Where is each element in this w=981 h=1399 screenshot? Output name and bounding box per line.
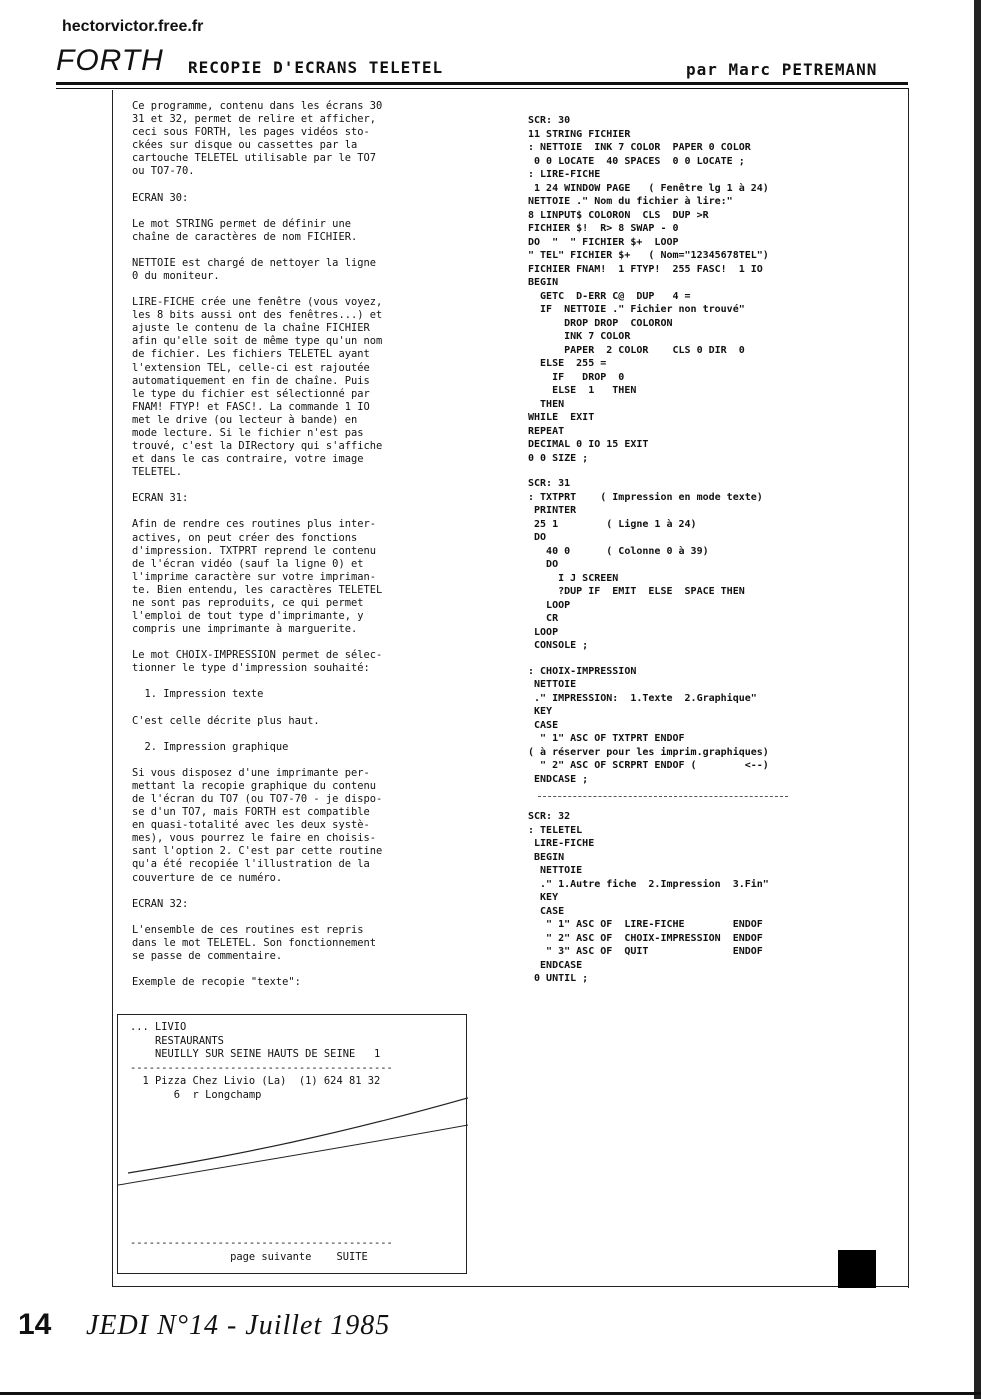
paragraph-lire-fiche: LIRE-FICHE crée une fenêtre (vous voyez, les 8 bits aussi ont des fenêtres...) et ajuste le contenu de la chaîne FICHIER afin qu'elle soit de même type qu'un nom de fichier. Les fichiers TELETEL ayant l'extension TEL, celle-ci est rajoutée automatiquement en fin de chaîne. Puis le type du fichier est sélectionné par FNAM! FTYP! et FASC!. La commande 1 IO met le drive (ou lecteur à bande) en mode lecture. Si le fichier n'est pas trouvé, c'est la DIRectory qui s'affiche et dans le cas contraire, votre image TELETEL.	[132, 296, 383, 479]
teletel-screen-example	[117, 1014, 467, 1274]
paragraph-choix: Le mot CHOIX-IMPRESSION permet de sélec- tionner le type d'impression souhaité:	[132, 649, 383, 675]
paragraph-txtprt: Afin de rendre ces routines plus inter- actives, on peut créer des fonctions d'impression. TXTPRT reprend le contenu de l'écran vidéo (sauf la ligne 0) et l'imprime caractère sur votre impriman- te. Bien entendu, les caractères TELETEL ne sont pas reproduits, ce qui permet l'emploi de tout type d'imprimante, y compris une imprimante à marguerite.	[132, 518, 383, 636]
heading-ecran-30: ECRAN 30:	[132, 191, 189, 204]
frame-left-border	[112, 90, 113, 1286]
article-title: RECOPIE D'ECRANS TELETEL	[188, 58, 444, 77]
bottom-rule	[0, 1392, 981, 1395]
code-separator	[538, 796, 788, 797]
journal-issue: JEDI N°14 - Juillet 1985	[86, 1310, 391, 1341]
screen-example-content: ... LIVIO RESTAURANTS NEUILLY SUR SEINE HAUTS DE SEINE 1 ------------------------------------------ 1 Pizza Chez Livio (La) (1) 624 81 32 6 r Longchamp	[130, 1021, 393, 1101]
heading-ecran-32: ECRAN 32:	[132, 897, 189, 910]
paragraph-graphique: Si vous disposez d'une imprimante per- mettant la recopie graphique du contenu de l'écran du TO7 (ou TO7-70 - je dispo- se d'un TO7, mais FORTH est compatible en quasi-totalité avec les deux systè- mes), vous pourrez le faire en choisis- sant l'option 2. C'est par cette routine qu'a été recopiée l'illustration de la couverture de ce numéro.	[132, 766, 383, 884]
site-watermark: hectorvictor.free.fr	[62, 18, 204, 35]
heading-ecran-31: ECRAN 31:	[132, 492, 189, 505]
paragraph-exemple: Exemple de recopie "texte":	[132, 975, 301, 988]
paragraph-texte-desc: C'est celle décrite plus haut.	[132, 714, 320, 727]
end-mark	[838, 1250, 876, 1288]
header-rule	[56, 82, 908, 85]
frame-right-border	[908, 88, 909, 1288]
page-number: 14	[18, 1308, 52, 1341]
paragraph-teletel: L'ensemble de ces routines est repris dans le mot TELETEL. Son fonctionnement se passe de commentaire.	[132, 923, 376, 962]
option-graphique: 2. Impression graphique	[132, 740, 289, 753]
article-author: par Marc PETREMANN	[686, 60, 878, 79]
screen-example-footer: ------------------------------------------ page suivante SUITE	[130, 1237, 393, 1263]
code-screen-32: SCR: 32 : TELETEL LIRE-FICHE BEGIN NETTOIE ." 1.Autre fiche 2.Impression 3.Fin" KEY CASE " 1" ASC OF LIRE-FICHE ENDOF " 2" ASC OF CHOIX-IMPRESSION ENDOF " 3" ASC OF QUIT ENDOF ENDCASE 0 UNTIL ;	[528, 811, 769, 984]
header-rule-thin	[56, 88, 908, 89]
code-listing-column	[528, 114, 828, 998]
option-texte: 1. Impression texte	[132, 688, 264, 701]
paragraph-string: Le mot STRING permet de définir une chaîne de caractères de nom FICHIER.	[132, 217, 358, 243]
code-screen-30: SCR: 30 11 STRING FICHIER : NETTOIE INK 7 COLOR PAPER 0 COLOR 0 0 LOCATE 40 SPACES 0 0 LOCATE ; : LIRE-FICHE 1 24 WINDOW PAGE ( Fenêtre lg 1 à 24) NETTOIE ." Nom du fichier à lire:" 8 LINPUT$ COLORON CLS DUP >R FICHIER $! R> 8 SWAP - 0 DO " " FICHIER $+ LOOP " TEL" FICHIER $+ ( Nom="12345678TEL") FICHIER FNAM! 1 FTYP! 255 FASC! 1 IO BEGIN GETC D-ERR C@ DUP 4 = IF NETTOIE ." Fichier non trouvé" DROP DROP COLORON INK 7 COLOR PAPER 2 COLOR CLS 0 DIR 0 ELSE 255 = IF DROP 0 ELSE 1 THEN THEN WHILE EXIT REPEAT DECIMAL 0 IO 15 EXIT 0 0 SIZE ;	[528, 115, 769, 464]
code-screen-31: SCR: 31 : TXTPRT ( Impression en mode texte) PRINTER 25 1 ( Ligne 1 à 24) DO 40 0 ( Colonne 0 à 39) DO I J SCREEN ?DUP IF EMIT ELSE SPACE THEN LOOP CR LOOP CONSOLE ;	[528, 478, 763, 651]
article-text-column	[132, 100, 462, 1002]
paragraph-nettoie: NETTOIE est chargé de nettoyer la ligne 0 du moniteur.	[132, 256, 376, 282]
screen-tear-lines	[118, 1015, 468, 1275]
section-title: FORTH	[56, 44, 164, 77]
page-edge	[974, 0, 981, 1399]
code-choix-impression: : CHOIX-IMPRESSION NETTOIE ." IMPRESSION: 1.Texte 2.Graphique" KEY CASE " 1" ASC OF TXTPRT ENDOF ( à réserver pour les imprim.graphiques) " 2" ASC OF SCRPRT ENDOF ( <--) ENDCASE ;	[528, 665, 769, 785]
paragraph-intro: Ce programme, contenu dans les écrans 30 31 et 32, permet de relire et afficher, ceci sous FORTH, les pages vidéos sto- ckées sur disque ou cassettes par la cartouche TELETEL utilisable par le TO7 ou TO7-70.	[132, 100, 383, 178]
frame-bottom-border	[112, 1286, 909, 1287]
